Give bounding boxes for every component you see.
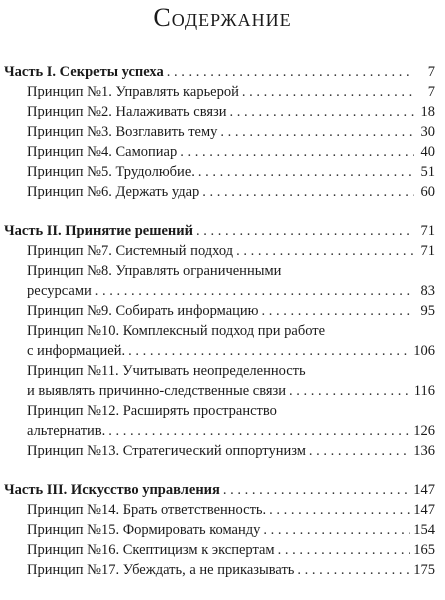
leader-dots [230, 102, 414, 122]
toc-part [0, 62, 445, 202]
part-title: Часть II. Принятие решений [4, 223, 193, 239]
entry-title: Принцип №17. Убеждать, а не приказывать [27, 562, 295, 578]
toc-entry[interactable] [0, 401, 445, 421]
toc-entry-continuation[interactable] [0, 421, 445, 441]
toc-entry[interactable] [0, 361, 445, 381]
leader-dots [242, 82, 414, 102]
toc-entry[interactable] [0, 540, 445, 560]
page-title: Содержание [153, 3, 292, 32]
entry-title: Принцип №4. Самопиар [27, 144, 178, 160]
toc-entry[interactable] [0, 500, 445, 520]
page-number: 136 [413, 443, 435, 459]
entry-title-continued: ресурсами [27, 283, 92, 299]
entry-title: Принцип №11. Учитывать неопределенность [27, 363, 306, 379]
entry-title: Принцип №16. Скептицизм к экспертам [27, 542, 275, 558]
toc-entry[interactable] [0, 301, 445, 321]
toc-entry[interactable] [0, 520, 445, 540]
entry-title: Принцип №3. Возглавить тему [27, 124, 218, 140]
toc-part-heading[interactable] [0, 480, 445, 500]
page-number: 30 [420, 124, 435, 140]
entry-title-continued: и выявлять причинно-следственные связи [27, 383, 287, 399]
leader-dots [167, 62, 414, 82]
leader-dots [128, 341, 410, 361]
leader-dots [278, 540, 411, 560]
toc-entry-continuation[interactable] [0, 381, 445, 401]
page-number: 95 [420, 303, 435, 319]
leader-dots [297, 560, 410, 580]
entry-title-continued: альтернатив. [27, 423, 106, 439]
page-number: 71 [420, 243, 435, 259]
page-number: 106 [413, 343, 435, 359]
page-number: 126 [413, 423, 435, 439]
entry-title: Принцип №14. Брать ответственность. [27, 502, 267, 518]
toc-entry-continuation[interactable] [0, 341, 445, 361]
entry-title: Принцип №15. Формировать команду [27, 522, 261, 538]
page-number: 116 [413, 383, 435, 399]
toc-entry[interactable] [0, 321, 445, 341]
entry-title: Принцип №8. Управлять ограниченными [27, 263, 282, 279]
entry-title: Принцип №6. Держать удар [27, 184, 200, 200]
leader-dots [108, 421, 410, 441]
leader-dots [289, 381, 411, 401]
toc-entry[interactable] [0, 560, 445, 580]
leader-dots [236, 241, 414, 261]
entry-title: Принцип №10. Комплексный подход при работе [27, 323, 326, 339]
page-number: 51 [420, 164, 435, 180]
leader-dots [180, 142, 414, 162]
page-number: 83 [420, 283, 435, 299]
entry-title: Принцип №2. Налаживать связи [27, 104, 227, 120]
leader-dots [261, 301, 414, 321]
page-number: 175 [413, 562, 435, 578]
page-number: 40 [420, 144, 435, 160]
toc-entry[interactable] [0, 182, 445, 202]
entry-title: Принцип №12. Расширять пространство [27, 403, 277, 419]
leader-dots [220, 122, 414, 142]
leader-dots [198, 162, 414, 182]
page-number: 18 [420, 104, 435, 120]
toc-entry[interactable] [0, 102, 445, 122]
toc-entry[interactable] [0, 162, 445, 182]
page-number: 154 [413, 522, 435, 538]
page-number: 147 [413, 482, 435, 498]
leader-dots [269, 500, 410, 520]
leader-dots [263, 520, 410, 540]
entry-title: Принцип №5. Трудолюбие. [27, 164, 195, 180]
toc-part-heading[interactable] [0, 62, 445, 82]
entry-title: Принцип №9. Собирать информацию [27, 303, 259, 319]
leader-dots [196, 221, 414, 241]
toc-part [0, 221, 445, 461]
toc-entry[interactable] [0, 122, 445, 142]
page-number: 7 [427, 84, 435, 100]
leader-dots [95, 281, 414, 301]
toc-entry[interactable] [0, 241, 445, 261]
page-number: 7 [427, 64, 435, 80]
page-number: 147 [413, 502, 435, 518]
toc-entry[interactable] [0, 142, 445, 162]
page-number: 60 [420, 184, 435, 200]
toc-part-heading[interactable] [0, 221, 445, 241]
entry-title-continued: с информацией. [27, 343, 126, 359]
entry-title: Принцип №1. Управлять карьерой [27, 84, 239, 100]
part-title: Часть III. Искусство управления [4, 482, 220, 498]
toc-entry[interactable] [0, 441, 445, 461]
entry-title: Принцип №13. Стратегический оппортунизм [27, 443, 306, 459]
leader-dots [202, 182, 414, 202]
leader-dots [223, 480, 410, 500]
leader-dots [309, 441, 410, 461]
toc-entry[interactable] [0, 261, 445, 281]
entry-title: Принцип №7. Системный подход [27, 243, 234, 259]
page-number: 71 [420, 223, 435, 239]
toc-entry[interactable] [0, 82, 445, 102]
toc-part [0, 480, 445, 580]
part-title: Часть I. Секреты успеха [4, 64, 164, 80]
table-of-contents [0, 62, 445, 599]
toc-entry-continuation[interactable] [0, 281, 445, 301]
page-number: 165 [413, 542, 435, 558]
